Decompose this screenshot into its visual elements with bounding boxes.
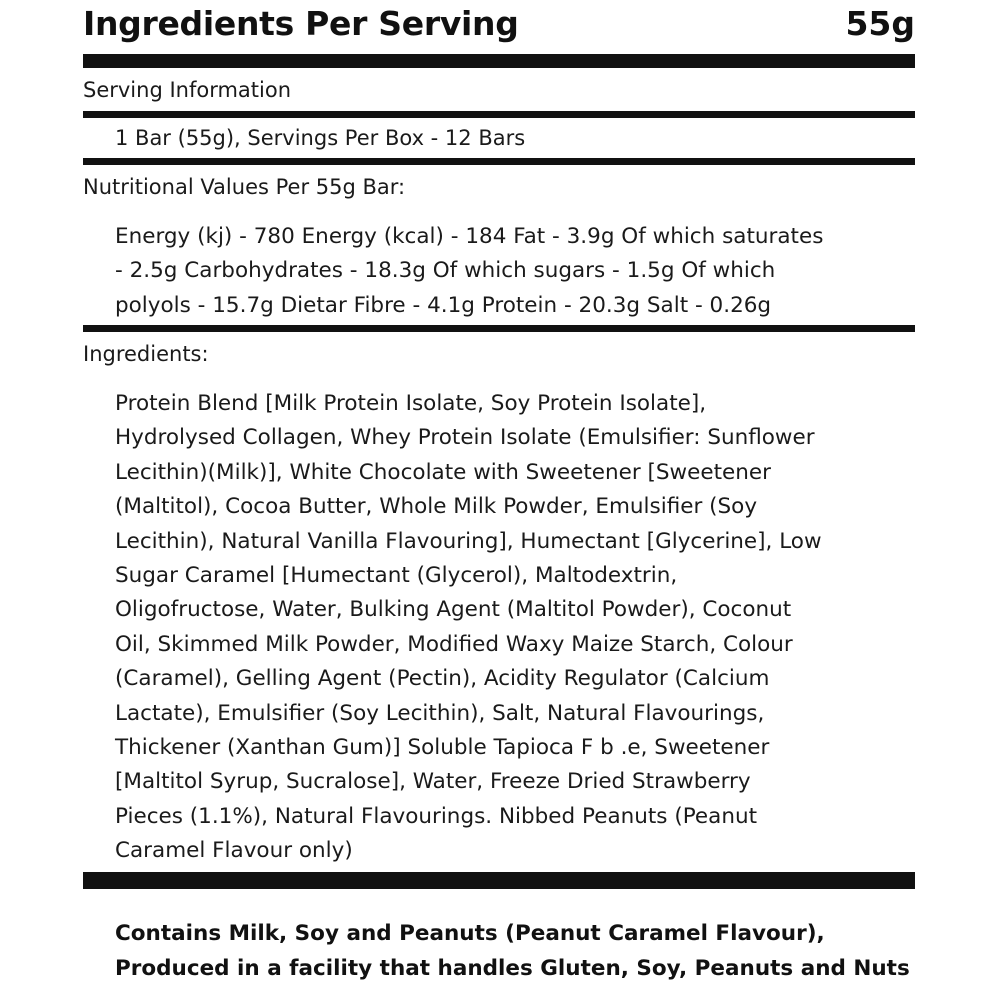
- nutritional-values-label: Nutritional Values Per 55g Bar:: [83, 175, 406, 199]
- divider: [83, 158, 915, 165]
- divider: [83, 325, 915, 332]
- nutritional-values-text: Energy (kj) - 780 Energy (kcal) - 184 Fat - 3.9g Of which saturates - 2.5g Carbohydrates - 18.3g Of which sugars - 1.5g Of which polyols - 15.7g Dietar Fibre - 4.1g Protein - 20.3g Salt - 0.26g: [115, 224, 824, 318]
- serving-weight: 55g: [845, 4, 915, 43]
- panel-title: Ingredients Per Serving: [83, 4, 519, 43]
- divider: [83, 111, 915, 118]
- header-divider: [83, 54, 915, 68]
- allergen-statement: Contains Milk, Soy and Peanuts (Peanut Caramel Flavour), Produced in a facility that handles Gluten, Soy, Peanuts and Nuts: [115, 921, 910, 981]
- ingredients-divider-bar: [83, 872, 915, 889]
- ingredients-label: Ingredients:: [83, 342, 209, 366]
- ingredients-text: Protein Blend [Milk Protein Isolate, Soy Protein Isolate], Hydrolysed Collagen, Whey Protein Isolate (Emulsifier: Sunflower Lecithin)(Milk)], White Chocolate with Sweetener [Sweetener (Maltitol), Cocoa Butter, Whole Milk Powder, Emulsifier (Soy Lecithin), Natural Vanilla Flavouring], Humectant [Glycerine], Low Sugar Caramel [Humectant (Glycerol), Maltodextrin, Oligofructose, Water, Bulking Agent (Maltitol Powder), Coconut Oil, Skimmed Milk Powder, Modified Waxy Maize Starch, Colour (Caramel), Gelling Agent (Pectin), Acidity Regulator (Calcium Lactate), Emulsifier (Soy Lecithin), Salt, Natural Flavourings, Thickener (Xanthan Gum)] Soluble Tapioca F b .e, Sweetener [Maltitol Syrup, Sucralose], Water, Freeze Dried Strawberry Pieces (1.1%), Natural Flavourings. Nibbed Peanuts (Peanut Caramel Flavour only): [115, 391, 822, 864]
- serving-info-value: 1 Bar (55g), Servings Per Box - 12 Bars: [115, 126, 526, 150]
- header-row: [83, 4, 915, 52]
- serving-info-label: Serving Information: [83, 78, 292, 102]
